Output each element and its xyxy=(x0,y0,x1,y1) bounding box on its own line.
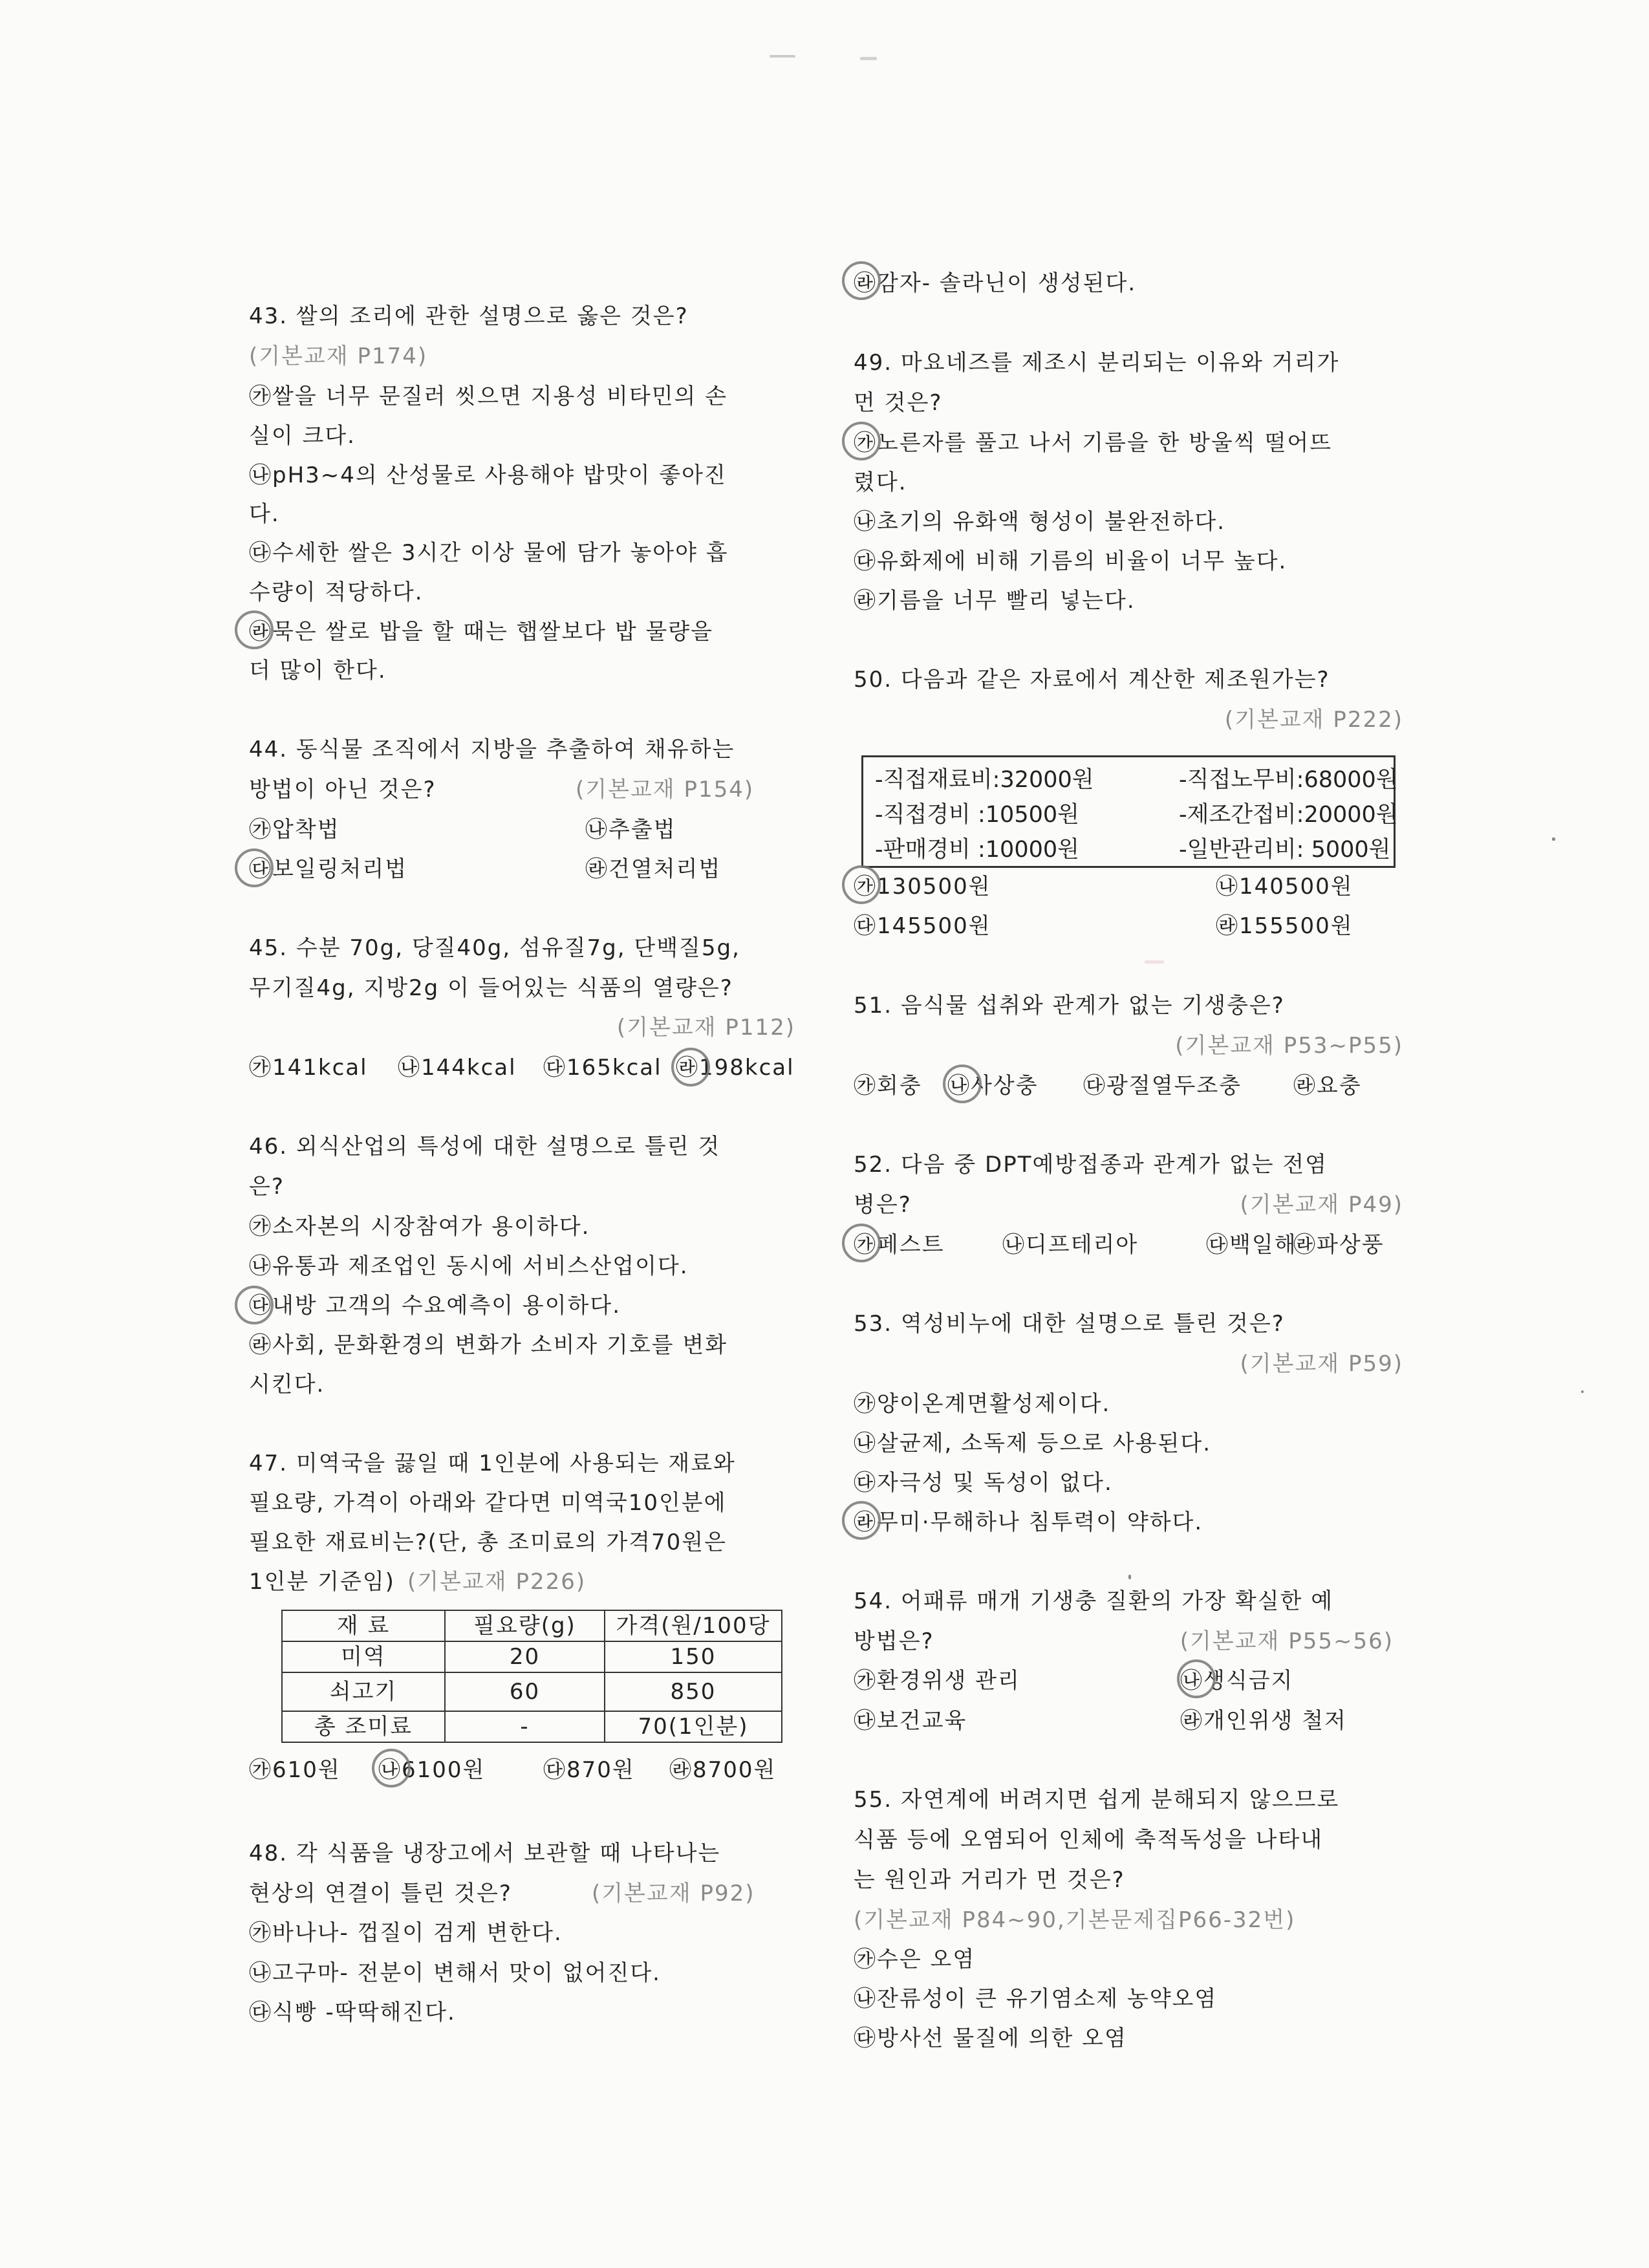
q51-option-b: ㉯사상충 xyxy=(947,1073,1039,1099)
answer-circle-mark xyxy=(671,1048,710,1086)
table-header-cell: 재 료 xyxy=(282,1610,445,1641)
answer-circle-mark xyxy=(372,1749,411,1787)
q54-option-c: ㉰보건교육 xyxy=(854,1708,967,1734)
q52-option-a: ㉮페스트 xyxy=(854,1232,945,1258)
q44-stem-line2: 방법이 아닌 것은? xyxy=(249,777,436,803)
q54-stem-line2: 방법은? xyxy=(854,1628,934,1654)
q45-stem-line2: 무기질4g, 지방2g 이 들어있는 식품의 열량은? xyxy=(249,975,733,1001)
q49-option-a-line1: ㉮노른자를 풀고 나서 기름을 한 방울씩 떨어뜨 xyxy=(854,430,1333,456)
answer-circle-mark xyxy=(842,1224,881,1262)
q50-ref: (기본교재 P222) xyxy=(1224,707,1403,733)
q53-stem: 53. 역성비누에 대한 설명으로 틀린 것은? xyxy=(854,1311,1285,1337)
q49-option-a-line2: 렸다. xyxy=(854,470,907,495)
table-cell: 60 xyxy=(445,1672,605,1711)
q46-option-a: ㉮소자본의 시장참여가 용이하다. xyxy=(249,1214,590,1240)
answer-circle-mark xyxy=(1177,1659,1216,1698)
table-cell: 150 xyxy=(605,1641,782,1672)
q54-option-a: ㉮환경위생 관리 xyxy=(854,1668,1020,1694)
q50-option-b: ㉯140500원 xyxy=(1216,874,1353,900)
q55-ref: (기본교재 P84~90,기본문제집P66-32번) xyxy=(854,1907,1296,1933)
q47-ref: (기본교재 P226) xyxy=(407,1569,587,1595)
table-row xyxy=(282,1672,782,1711)
q54-ref: (기본교재 P55~56) xyxy=(1180,1628,1394,1654)
q46-option-c: ㉰내방 고객의 수요예측이 용이하다. xyxy=(249,1293,621,1319)
q45-ref: (기본교재 P112) xyxy=(616,1015,795,1041)
table-row xyxy=(282,1711,782,1742)
q48-stem-line1: 48. 각 식품을 냉장고에서 보관할 때 나타나는 xyxy=(249,1841,721,1866)
answer-circle-mark xyxy=(943,1064,982,1103)
q53-option-c: ㉰자극성 및 독성이 없다. xyxy=(854,1470,1113,1496)
q49-option-b: ㉯초기의 유화액 형성이 불완전하다. xyxy=(854,509,1226,535)
table-cell: - xyxy=(445,1711,605,1742)
q47-stem-line3: 필요한 재료비는?(단, 총 조미료의 가격70원은 xyxy=(249,1529,727,1555)
q53-option-d: ㉱무미·무해하나 침투력이 약하다. xyxy=(854,1509,1203,1535)
table-header-cell: 가격(원/100당 xyxy=(605,1610,782,1641)
q53-option-a: ㉮양이온계면활성제이다. xyxy=(854,1391,1111,1417)
q49-stem-line1: 49. 마요네즈를 제조시 분리되는 이유와 거리가 xyxy=(854,350,1340,376)
q55-option-b: ㉯잔류성이 큰 유기염소제 농약오염 xyxy=(854,1986,1218,2012)
q43-option-a-line1: ㉮쌀을 너무 문질러 씻으면 지용성 비타민의 손 xyxy=(249,383,728,409)
q48-option-b: ㉯고구마- 전분이 변해서 맛이 없어진다. xyxy=(249,1960,661,1986)
q52-stem-line1: 52. 다음 중 DPT예방접종과 관계가 없는 전염 xyxy=(854,1152,1328,1178)
q53-option-b: ㉯살균제, 소독제 등으로 사용된다. xyxy=(854,1431,1212,1456)
cost-row xyxy=(875,796,1398,831)
table-header-cell: 필요량(g) xyxy=(445,1610,605,1641)
cost-item: -직접재료비:32000원 xyxy=(875,767,1094,793)
cost-item: -직접경비 :10500원 xyxy=(875,802,1079,828)
table-cell: 미역 xyxy=(282,1641,445,1672)
answer-circle-mark xyxy=(842,865,881,904)
q46-stem-line1: 46. 외식산업의 특성에 대한 설명으로 틀린 것 xyxy=(249,1134,721,1160)
q49-option-c: ㉰유화제에 비해 기름의 비율이 너무 높다. xyxy=(854,548,1288,574)
scan-speck xyxy=(770,55,795,58)
q48-stem-line2: 현상의 연결이 틀린 것은? xyxy=(249,1881,512,1906)
answer-circle-mark xyxy=(842,422,881,460)
scan-speck xyxy=(1552,837,1555,841)
table-row xyxy=(282,1641,782,1672)
q47-option-c: ㉰870원 xyxy=(543,1757,635,1783)
q43-option-c-line2: 수량이 적당하다. xyxy=(249,579,424,605)
q43-option-d-line1: ㉱묵은 쌀로 밥을 할 때는 햅쌀보다 밥 물량을 xyxy=(249,619,713,645)
q47-option-b: ㉯6100원 xyxy=(378,1757,486,1783)
q49-stem-line2: 먼 것은? xyxy=(854,390,943,416)
q55-stem-line3: 는 원인과 거리가 먼 것은? xyxy=(854,1867,1125,1893)
q45-option-b: ㉯144kcal xyxy=(398,1055,517,1081)
q47-stem-line1: 47. 미역국을 끓일 때 1인분에 사용되는 재료와 xyxy=(249,1451,736,1476)
q54-stem-line1: 54. 어패류 매개 기생충 질환의 가장 확실한 예 xyxy=(854,1588,1334,1614)
cost-row xyxy=(875,761,1398,796)
q55-stem-line1: 55. 자연계에 버려지면 쉽게 분해되지 않으므로 xyxy=(854,1787,1340,1813)
scan-speck xyxy=(1128,1575,1131,1579)
q44-option-c: ㉰보일링처리법 xyxy=(249,856,408,882)
scan-speck xyxy=(860,57,877,60)
q45-stem-line1: 45. 수분 70g, 당질40g, 섬유질7g, 단백질5g, xyxy=(249,935,740,961)
q54-option-d: ㉱개인위생 철저 xyxy=(1180,1708,1347,1734)
q55-option-a: ㉮수은 오염 xyxy=(854,1947,976,1972)
q51-ref: (기본교재 P53~P55) xyxy=(1175,1033,1403,1059)
q47-stem-line4: 1인분 기준임) xyxy=(249,1569,395,1595)
q44-ref: (기본교재 P154) xyxy=(576,777,755,803)
q45-option-c: ㉰165kcal xyxy=(543,1055,662,1081)
q49-option-d: ㉱기름을 너무 빨리 넣는다. xyxy=(854,588,1136,614)
answer-circle-mark xyxy=(235,1286,274,1324)
q46-option-d-line1: ㉱사회, 문화환경의 변화가 소비자 기호를 변화 xyxy=(249,1332,728,1358)
q50-stem: 50. 다음과 같은 자료에서 계산한 제조원가는? xyxy=(854,667,1330,693)
q43-option-d-line2: 더 많이 한다. xyxy=(249,658,387,684)
q52-stem-line2: 병은? xyxy=(854,1192,912,1218)
cost-data-box xyxy=(861,755,1396,868)
q46-option-d-line2: 시킨다. xyxy=(249,1372,325,1398)
q54-option-b: ㉯생식금지 xyxy=(1180,1668,1294,1694)
q51-option-c: ㉰광절열두조충 xyxy=(1083,1073,1242,1099)
q48-option-d: ㉱감자- 솔라닌이 생성된다. xyxy=(854,270,1137,296)
q43-option-b-line1: ㉯pH3~4의 산성물로 사용해야 밥맛이 좋아진 xyxy=(249,462,727,488)
q52-option-d: ㉱파상풍 xyxy=(1293,1232,1385,1258)
q43-option-a-line2: 실이 크다. xyxy=(249,423,356,449)
q52-option-c: ㉰백일해 xyxy=(1206,1232,1297,1258)
table-cell: 850 xyxy=(605,1672,782,1711)
cost-item: -판매경비 :10000원 xyxy=(875,837,1079,863)
cost-item: -일반관리비: 5000원 xyxy=(1179,837,1391,863)
q44-option-a: ㉮압착법 xyxy=(249,817,340,843)
q50-option-c: ㉰145500원 xyxy=(854,913,991,939)
table-cell: 총 조미료 xyxy=(282,1711,445,1742)
table-cell: 70(1인분) xyxy=(605,1711,782,1742)
q43-option-c-line1: ㉰수세한 쌀은 3시간 이상 물에 담가 놓아야 흡 xyxy=(249,540,729,566)
table-cell: 쇠고기 xyxy=(282,1672,445,1711)
cost-row xyxy=(875,831,1391,866)
q55-stem-line2: 식품 등에 오염되어 인체에 축적독성을 나타내 xyxy=(854,1827,1324,1853)
cost-item: -제조간접비:20000원 xyxy=(1179,802,1398,828)
table-cell: 20 xyxy=(445,1641,605,1672)
answer-circle-mark xyxy=(842,1501,881,1540)
answer-circle-mark xyxy=(842,261,881,300)
q48-option-a: ㉮바나나- 껍질이 검게 변한다. xyxy=(249,1920,563,1946)
q50-option-a: ㉮130500원 xyxy=(854,874,991,900)
q46-stem-line2: 은? xyxy=(249,1174,285,1200)
q45-option-d: ㉱198kcal xyxy=(676,1055,795,1081)
q44-option-b: ㉯추출법 xyxy=(585,817,676,843)
q47-stem-line2: 필요량, 가격이 아래와 같다면 미역국10인분에 xyxy=(249,1490,727,1516)
answer-circle-mark xyxy=(235,848,274,887)
q51-option-a: ㉮회충 xyxy=(854,1073,922,1099)
q52-ref: (기본교재 P49) xyxy=(1240,1192,1403,1218)
q50-option-d: ㉱155500원 xyxy=(1216,913,1353,939)
scan-speck xyxy=(1581,1390,1584,1393)
q51-option-d: ㉱요충 xyxy=(1293,1073,1362,1099)
q53-ref: (기본교재 P59) xyxy=(1240,1351,1403,1377)
scan-speck xyxy=(1145,960,1164,964)
q52-option-b: ㉯디프테리아 xyxy=(1002,1232,1139,1258)
q48-option-c: ㉰식빵 -딱딱해진다. xyxy=(249,2000,456,2025)
q47-option-d: ㉱8700원 xyxy=(669,1757,777,1783)
q47-option-a: ㉮610원 xyxy=(249,1757,341,1783)
q44-option-d: ㉱건열처리법 xyxy=(585,856,722,882)
ingredient-table xyxy=(281,1610,782,1743)
q55-option-c: ㉰방사선 물질에 의한 오염 xyxy=(854,2025,1127,2051)
q43-stem: 43. 쌀의 조리에 관한 설명으로 옳은 것은? xyxy=(249,303,689,329)
q43-option-b-line2: 다. xyxy=(249,501,280,527)
q48-ref: (기본교재 P92) xyxy=(592,1881,755,1906)
table-header-row xyxy=(282,1610,782,1641)
q43-ref: (기본교재 P174) xyxy=(249,343,428,369)
q51-stem: 51. 음식물 섭취와 관계가 없는 기생충은? xyxy=(854,993,1285,1019)
q45-option-a: ㉮141kcal xyxy=(249,1055,368,1081)
cost-item: -직접노무비:68000원 xyxy=(1179,767,1398,793)
q46-option-b: ㉯유통과 제조업인 동시에 서비스산업이다. xyxy=(249,1253,689,1279)
answer-circle-mark xyxy=(235,610,274,649)
q44-stem-line1: 44. 동식물 조직에서 지방을 추출하여 채유하는 xyxy=(249,737,735,762)
